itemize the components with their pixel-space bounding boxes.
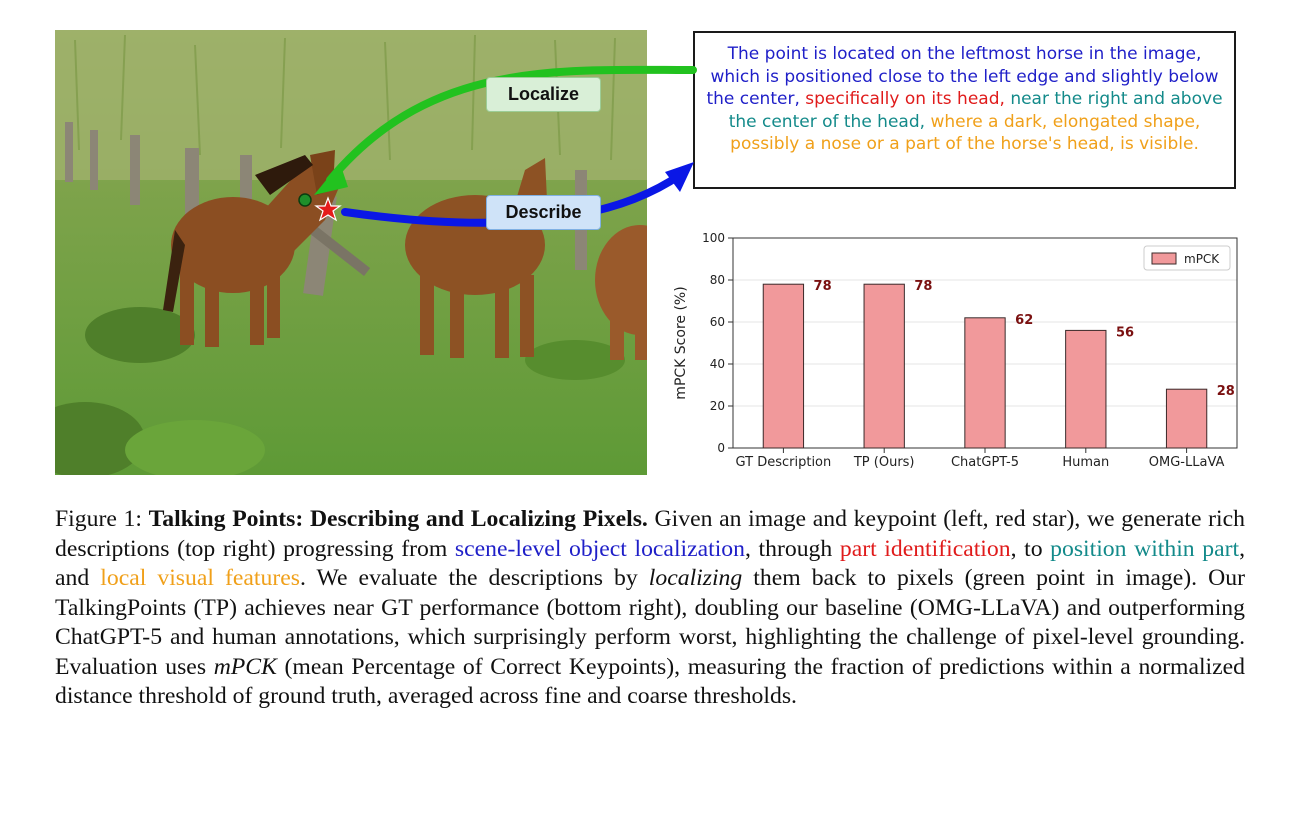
x-tick-label: TP (Ours): [853, 455, 915, 470]
caption-highlight-red: part identification: [839, 535, 1011, 562]
caption-text-1: Given an image and keypoint (left, red star), we generate rich descriptions (top right) progressing from: [55, 506, 1245, 562]
caption-highlight-blue: scene-level object localization: [454, 535, 745, 562]
y-axis-label: mPCK Score (%): [673, 286, 689, 400]
y-tick-label: 40: [709, 357, 725, 371]
y-tick-label: 60: [709, 315, 725, 329]
scene-level-localization-text: The point is located on the leftmost horse in the image, which is positioned close to the left edge and slightly below the center,: [706, 44, 1219, 109]
bar: [1166, 389, 1206, 448]
x-tick-label: OMG-LLaVA: [1148, 455, 1225, 470]
figure-number: Figure 1:: [55, 506, 142, 532]
y-tick-label: 0: [717, 441, 725, 455]
bar: [763, 284, 803, 448]
caption-highlight-orange: local visual features: [100, 565, 300, 591]
caption-italic-localizing: localizing: [648, 565, 743, 591]
caption-title: Talking Points: Describing and Localizing Pixels.: [148, 506, 648, 532]
bar: [1066, 330, 1106, 448]
y-tick-label: 100: [702, 231, 725, 245]
data-label: 28: [1216, 384, 1235, 400]
bar: [864, 284, 904, 448]
description-box: [693, 31, 1236, 189]
describe-label: Describe: [486, 195, 601, 230]
bar: [965, 318, 1005, 448]
data-label: 62: [1015, 312, 1034, 328]
data-label: 56: [1115, 325, 1135, 341]
local-visual-features-text: where a dark, elongated shape, possibly a nose or a part of the horse's head, is visible.: [730, 111, 1201, 154]
data-label: 78: [914, 279, 933, 295]
caption-text-2: , through: [745, 535, 840, 562]
description-text: [701, 43, 1228, 156]
caption-text-6: them back to pixels (green point in image). Our TalkingPoints (TP) achieves near GT performance (bottom right), doubling our baseline (OMG-LLaVA) and outperforming ChatGPT-5 and human annotations, which surprisingly perform worst, highlighting the challenge of pixel-level grounding. Evaluation uses: [55, 565, 1245, 680]
caption-text-4: , and: [55, 535, 1245, 591]
legend-label: mPCK: [1184, 252, 1220, 266]
x-tick-label: ChatGPT-5: [950, 455, 1020, 470]
x-tick-label: Human: [1062, 455, 1110, 470]
describe-arrowhead: [665, 162, 694, 192]
position-within-part-text: near the right and above the center of the head,: [728, 89, 1223, 132]
part-identification-text: specifically on its head,: [805, 89, 1011, 109]
figure-caption: [55, 505, 1245, 712]
caption-italic-mpck: mPCK: [213, 653, 277, 680]
caption-text-3: , to: [1010, 535, 1051, 562]
data-label: 78: [813, 279, 832, 295]
localize-label: Localize: [486, 77, 601, 112]
legend-swatch: [1152, 253, 1176, 264]
x-tick-label: GT Description: [735, 455, 832, 470]
caption-highlight-teal: position within part: [1050, 535, 1240, 562]
caption-text-5: . We evaluate the descriptions by: [299, 565, 649, 591]
mpck-bar-chart: [665, 228, 1265, 478]
y-tick-label: 80: [709, 273, 725, 287]
y-tick-label: 20: [709, 399, 725, 413]
caption-text-7: (mean Percentage of Correct Keypoints), measuring the fraction of predictions within a normalized distance threshold of ground truth, averaged across fine and coarse thresholds.: [55, 653, 1245, 709]
